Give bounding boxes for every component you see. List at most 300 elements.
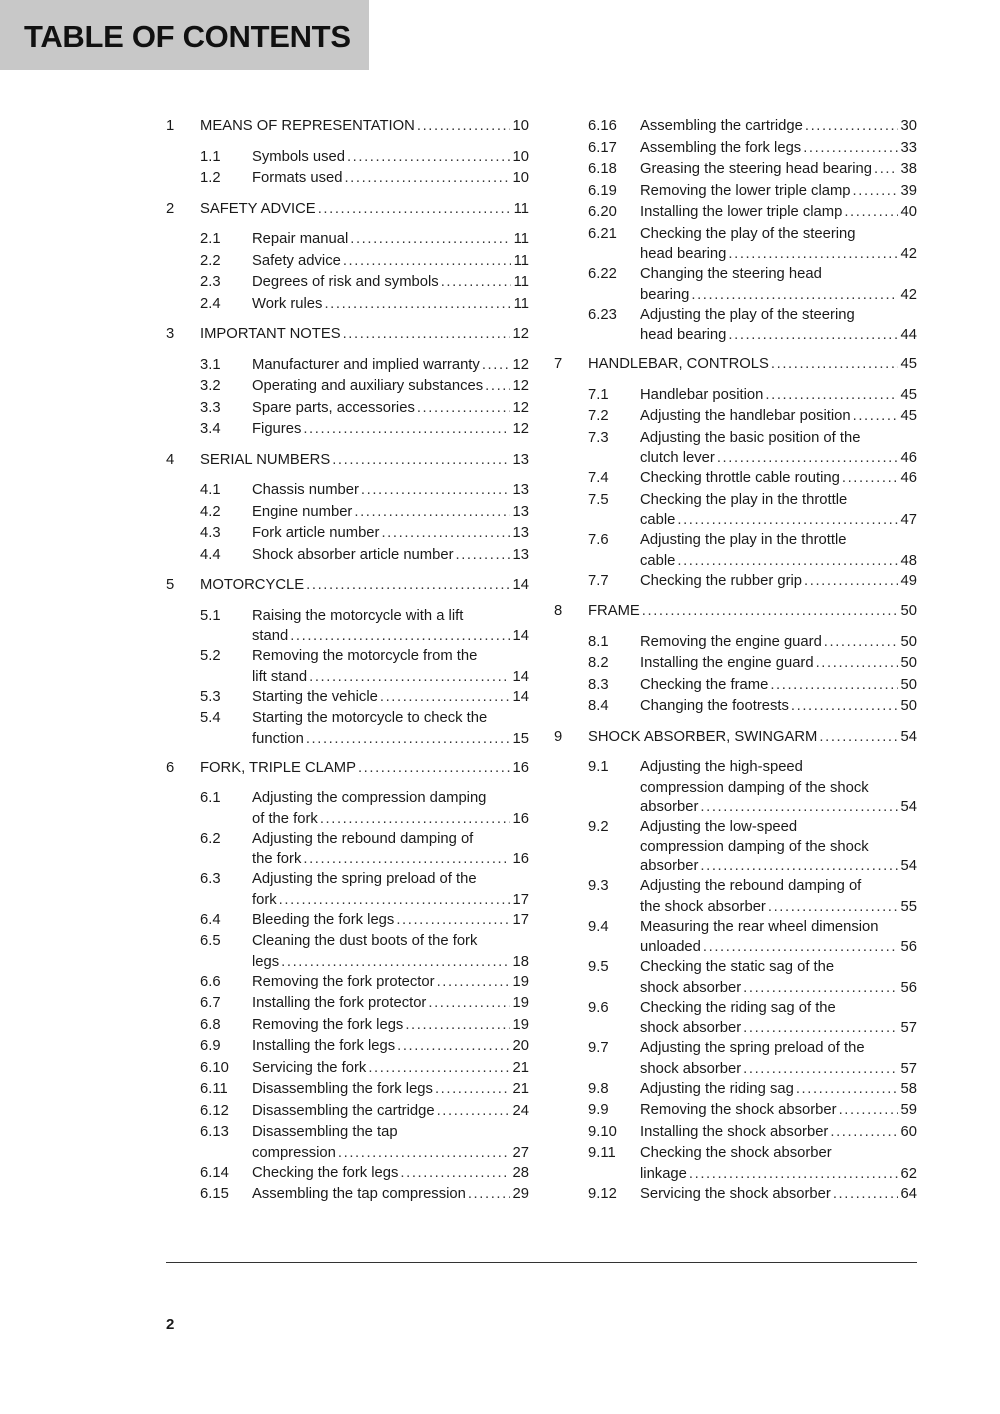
entry-body: [252, 1036, 529, 1058]
entry-line: [640, 202, 917, 224]
entry-body: [252, 523, 529, 545]
toc-entry[interactable]: [166, 272, 529, 294]
toc-entry[interactable]: [554, 696, 917, 718]
chapter-page: 54: [900, 728, 917, 745]
chapter-line: [200, 116, 529, 138]
dot-leader: [728, 326, 897, 345]
entry-number: 9.5: [588, 959, 609, 975]
toc-entry[interactable]: [166, 687, 529, 709]
entry-page: 60: [900, 1123, 917, 1140]
entry-line: [252, 147, 529, 169]
entry-line: [640, 116, 917, 138]
entry-line: [252, 606, 529, 628]
entry-number: 5.4: [200, 710, 221, 726]
dot-leader: [853, 181, 898, 203]
toc-entry[interactable]: [166, 502, 529, 524]
toc-entry[interactable]: [554, 530, 917, 571]
toc-entry[interactable]: [554, 305, 917, 346]
toc-entry[interactable]: [554, 116, 917, 138]
chapter-number: 9: [554, 728, 563, 745]
toc-entry[interactable]: [554, 1143, 917, 1184]
dot-leader: [770, 675, 897, 697]
section-list: [166, 147, 529, 190]
entry-number: 3.4: [200, 421, 221, 437]
entry-line: [640, 675, 917, 697]
entry-page: 46: [900, 450, 917, 466]
entry-body: [640, 757, 917, 817]
entry-number: 6.13: [200, 1124, 229, 1140]
dot-leader: [796, 1079, 898, 1101]
entry-number: 9.10: [588, 1123, 617, 1140]
entry-line: [640, 779, 917, 798]
entry-page: 15: [512, 730, 529, 747]
toc-entry[interactable]: [166, 1184, 529, 1206]
toc-entry[interactable]: [554, 202, 917, 224]
dot-leader: [303, 419, 509, 441]
entry-number: 6.18: [588, 161, 617, 177]
chapter-body: [200, 758, 529, 780]
toc-entry[interactable]: [166, 545, 529, 567]
entry-number: 2.2: [200, 252, 221, 269]
toc-entry[interactable]: [166, 1101, 529, 1123]
entry-line: [640, 817, 917, 839]
entry-line: [252, 953, 529, 972]
entry-title: the fork: [252, 851, 302, 867]
entry-number: 2.4: [200, 295, 221, 312]
entry-body: [252, 272, 529, 294]
entry-title: Removing the lower triple clamp: [640, 182, 851, 199]
dot-leader: [842, 468, 898, 490]
entry-body: [640, 1122, 917, 1144]
entry-title: Safety advice: [252, 252, 341, 269]
entry-body: [252, 972, 529, 994]
entry-line: [640, 1060, 917, 1079]
chapter-heading[interactable]: [166, 324, 529, 346]
chapter-line: [200, 575, 529, 597]
toc-entry[interactable]: [166, 869, 529, 910]
entry-title: Raising the motorcycle with a lift: [252, 607, 464, 624]
chapter-heading[interactable]: [166, 199, 529, 221]
entry-number: 6.1: [200, 790, 221, 806]
entry-page: 50: [900, 633, 917, 650]
toc-entry[interactable]: [554, 571, 917, 593]
entry-line: [640, 1038, 917, 1060]
toc-entry[interactable]: [166, 1058, 529, 1080]
toc-entry[interactable]: [166, 1122, 529, 1163]
entry-number: 3.1: [200, 356, 221, 373]
chapter-number: 8: [554, 603, 563, 619]
entry-page: 17: [512, 891, 529, 908]
entry-line: [640, 428, 917, 450]
toc-entry[interactable]: [554, 406, 917, 428]
entry-line: [640, 1100, 917, 1122]
entry-body: [640, 876, 917, 917]
toc-entry[interactable]: [166, 1036, 529, 1058]
entry-number: 6.2: [200, 830, 221, 847]
entry-number: 6.23: [588, 306, 617, 323]
dot-leader: [743, 979, 897, 998]
entry-line: [252, 850, 529, 869]
toc-entry[interactable]: [554, 1122, 917, 1144]
toc-entry[interactable]: [554, 653, 917, 675]
toc-entry[interactable]: [166, 708, 529, 749]
chapter-body: [588, 354, 917, 376]
toc-entry[interactable]: [554, 957, 917, 998]
entry-number: 8.4: [588, 698, 609, 714]
chapter-body: [200, 575, 529, 597]
entry-number: 6.10: [200, 1059, 229, 1076]
toc-entry[interactable]: [166, 523, 529, 545]
chapter-body: [588, 727, 917, 749]
entry-page: 19: [512, 973, 529, 990]
entry-line: [252, 419, 529, 441]
entry-title: Installing the fork legs: [252, 1038, 396, 1054]
entry-line: [640, 286, 917, 305]
dot-leader: [456, 545, 510, 567]
entry-line: [640, 757, 917, 779]
entry-line: [640, 264, 917, 286]
entry-body: [252, 355, 529, 377]
entry-title: Disassembling the tap: [252, 1124, 398, 1140]
toc-entry[interactable]: [166, 1079, 529, 1101]
toc-entry[interactable]: [554, 428, 917, 469]
entry-line: [252, 251, 529, 273]
entry-line: [252, 1036, 529, 1058]
entry-title: Assembling the tap compression: [252, 1186, 466, 1202]
entry-number: 9.4: [588, 918, 609, 935]
entry-number: 8.1: [588, 633, 609, 650]
toc-entry[interactable]: [166, 229, 529, 251]
entry-number: 9.1: [588, 759, 609, 775]
toc-entry[interactable]: [166, 251, 529, 273]
entry-body: [640, 1079, 917, 1101]
entry-body: [252, 398, 529, 420]
entry-title: Assembling the cartridge: [640, 118, 803, 134]
dot-leader: [839, 1100, 898, 1122]
entry-body: [252, 294, 529, 316]
entry-title: Bleeding the fork legs: [252, 911, 395, 928]
entry-page: 20: [512, 1038, 529, 1054]
section-list: [554, 757, 917, 1205]
toc-entry[interactable]: [554, 998, 917, 1039]
toc-entry[interactable]: [554, 1184, 917, 1206]
toc-entry[interactable]: [554, 757, 917, 817]
toc-entry[interactable]: [166, 993, 529, 1015]
entry-page: 11: [513, 274, 529, 290]
chapter-heading[interactable]: [166, 450, 529, 472]
dot-leader: [405, 1015, 509, 1037]
toc-entry[interactable]: [166, 355, 529, 377]
entry-body: [640, 696, 917, 718]
dot-leader: [833, 1184, 898, 1206]
chapter-heading[interactable]: [554, 601, 917, 623]
toc-entry[interactable]: [166, 646, 529, 687]
entry-page: 11: [513, 295, 529, 312]
toc-entry[interactable]: [166, 480, 529, 502]
entry-page: 21: [512, 1059, 529, 1076]
toc-entry[interactable]: [554, 138, 917, 160]
entry-title: bearing: [640, 286, 690, 303]
chapter-number: 6: [166, 759, 175, 776]
entry-number: 7.7: [588, 572, 609, 589]
dot-leader: [677, 552, 897, 571]
entry-line: [640, 1165, 917, 1184]
entry-title: Shock absorber article number: [252, 546, 454, 563]
entry-page: 45: [900, 408, 917, 424]
dot-leader: [306, 730, 510, 749]
entry-title: Handlebar position: [640, 386, 764, 403]
entry-body: [252, 646, 529, 687]
entry-number: 7.6: [588, 532, 609, 548]
entry-title: Figures: [252, 421, 302, 437]
dot-leader: [396, 910, 509, 932]
entry-title: shock absorber: [640, 979, 742, 996]
entry-line: [252, 1122, 529, 1144]
toc-entry[interactable]: [166, 147, 529, 169]
entry-body: [640, 138, 917, 160]
dot-leader: [804, 571, 897, 593]
dot-leader: [343, 251, 511, 273]
entry-title: Checking the play in the throttle: [640, 491, 848, 508]
entry-page: 45: [900, 386, 917, 403]
dot-leader: [468, 1184, 510, 1206]
entry-line: [252, 1144, 529, 1163]
toc-entry[interactable]: [554, 817, 917, 877]
entry-body: [252, 829, 529, 870]
entry-line: [252, 708, 529, 730]
toc-entry[interactable]: [554, 876, 917, 917]
toc-entry[interactable]: [166, 910, 529, 932]
entry-line: [640, 1079, 917, 1101]
toc-entry[interactable]: [166, 1015, 529, 1037]
toc-entry[interactable]: [166, 931, 529, 972]
toc-entry[interactable]: [554, 490, 917, 531]
entry-page: 18: [512, 953, 529, 970]
toc-entry[interactable]: [554, 917, 917, 958]
dot-leader: [642, 601, 898, 623]
chapter-page: 13: [512, 451, 529, 468]
chapter-page: 12: [512, 326, 529, 342]
section-list: [166, 480, 529, 566]
toc-entry[interactable]: [554, 224, 917, 265]
entry-line: [640, 530, 917, 552]
toc-entry[interactable]: [554, 159, 917, 181]
entry-page: 42: [900, 246, 917, 262]
toc-entry[interactable]: [554, 632, 917, 654]
header-banner: [0, 0, 369, 70]
dot-leader: [320, 810, 510, 829]
entry-title: Changing the steering head: [640, 266, 822, 282]
entry-body: [640, 224, 917, 265]
toc-entry[interactable]: [554, 468, 917, 490]
entry-line: [640, 490, 917, 512]
entry-body: [252, 869, 529, 910]
dot-leader: [290, 627, 509, 646]
entry-body: [252, 687, 529, 709]
entry-title: Manufacturer and implied warranty: [252, 356, 480, 373]
entry-body: [252, 376, 529, 398]
chapter-line: [200, 758, 529, 780]
section-list: [554, 385, 917, 593]
entry-page: 13: [512, 546, 529, 563]
entry-line: [640, 838, 917, 857]
dot-leader: [743, 1019, 897, 1038]
entry-line: [640, 632, 917, 654]
entry-title: Adjusting the rebound damping of: [252, 830, 474, 847]
entry-page: 56: [900, 979, 917, 996]
toc-entry[interactable]: [554, 264, 917, 305]
entry-page: 24: [512, 1102, 529, 1119]
entry-line: [252, 972, 529, 994]
toc-entry[interactable]: [166, 1163, 529, 1185]
toc-entry[interactable]: [166, 294, 529, 316]
entry-page: 10: [512, 170, 529, 186]
entry-body: [252, 1079, 529, 1101]
entry-page: 54: [900, 798, 917, 815]
entry-page: 46: [900, 470, 917, 486]
dot-leader: [303, 850, 509, 869]
entry-body: [252, 480, 529, 502]
entry-title: function: [252, 730, 304, 747]
chapter-line: [588, 354, 917, 376]
entry-page: 12: [512, 356, 529, 373]
entry-body: [640, 1184, 917, 1206]
dot-leader: [397, 1036, 509, 1058]
entry-body: [252, 1184, 529, 1206]
entry-title: Chassis number: [252, 482, 359, 498]
entry-line: [252, 545, 529, 567]
entry-page: 12: [512, 421, 529, 437]
entry-body: [252, 606, 529, 647]
toc-entry[interactable]: [554, 181, 917, 203]
entry-number: 3.2: [200, 378, 221, 394]
entry-page: 16: [512, 810, 529, 827]
entry-body: [252, 931, 529, 972]
dot-leader: [771, 354, 898, 376]
entry-line: [640, 552, 917, 571]
entry-title: Assembling the fork legs: [640, 139, 802, 156]
dot-leader: [703, 938, 898, 957]
entry-line: [640, 511, 917, 530]
entry-title: Installing the engine guard: [640, 655, 814, 671]
entry-number: 2.1: [200, 231, 221, 247]
entry-title: Servicing the shock absorber: [640, 1185, 831, 1202]
section-list: [554, 632, 917, 718]
entry-title: Starting the motorcycle to check the: [252, 710, 488, 726]
chapter-title: FORK, TRIPLE CLAMP: [200, 759, 356, 776]
chapter-heading[interactable]: [166, 116, 529, 138]
toc-entry[interactable]: [166, 972, 529, 994]
entry-line: [640, 571, 917, 593]
entry-number: 9.6: [588, 999, 609, 1016]
toc-entry[interactable]: [166, 398, 529, 420]
entry-page: 13: [512, 482, 529, 498]
entry-body: [640, 957, 917, 998]
entry-title: Starting the vehicle: [252, 688, 378, 705]
entry-line: [252, 480, 529, 502]
entry-line: [252, 829, 529, 851]
entry-title: Cleaning the dust boots of the fork: [252, 933, 478, 949]
entry-line: [252, 398, 529, 420]
entry-line: [252, 931, 529, 953]
dot-leader: [437, 972, 510, 994]
chapter-title: MEANS OF REPRESENTATION: [200, 118, 415, 134]
entry-title: compression damping of the shock: [640, 839, 869, 855]
entry-page: 16: [512, 851, 529, 867]
entry-title: head bearing: [640, 246, 727, 262]
entry-line: [640, 957, 917, 979]
entry-title: Checking the rubber grip: [640, 572, 803, 589]
entry-number: 6.22: [588, 266, 617, 282]
entry-title: Fork article number: [252, 525, 380, 541]
entry-line: [252, 869, 529, 891]
chapter-heading[interactable]: [554, 727, 917, 749]
chapter-line: [200, 450, 529, 472]
entry-page: 49: [900, 572, 917, 589]
entry-title: cable: [640, 552, 676, 569]
entry-number: 5.2: [200, 648, 221, 664]
entry-line: [640, 653, 917, 675]
entry-title: Checking the shock absorber: [640, 1145, 832, 1161]
dot-leader: [306, 575, 509, 597]
toc-entry[interactable]: [554, 1038, 917, 1079]
chapter-number: 4: [166, 451, 175, 468]
entry-title: Degrees of risk and symbols: [252, 274, 439, 290]
entry-line: [252, 730, 529, 749]
entry-title: Installing the fork protector: [252, 995, 427, 1011]
chapter-heading[interactable]: [554, 354, 917, 376]
entry-title: Repair manual: [252, 231, 349, 247]
entry-title: Adjusting the play of the steering: [640, 306, 855, 323]
entry-line: [640, 159, 917, 181]
dot-leader: [343, 324, 510, 346]
chapter-heading[interactable]: [166, 575, 529, 597]
entry-number: 6.8: [200, 1016, 221, 1033]
entry-title: Checking the riding sag of the: [640, 999, 836, 1016]
entry-page: 21: [512, 1081, 529, 1097]
toc-entry[interactable]: [166, 606, 529, 647]
chapter-line: [200, 324, 529, 346]
dot-leader: [417, 116, 510, 138]
toc-entry[interactable]: [554, 385, 917, 407]
toc-entry[interactable]: [554, 1100, 917, 1122]
entry-title: Installing the shock absorber: [640, 1123, 829, 1140]
entry-number: 3.3: [200, 399, 221, 416]
chapter-title: HANDLEBAR, CONTROLS: [588, 356, 769, 372]
toc-entry[interactable]: [166, 788, 529, 829]
entry-number: 7.1: [588, 386, 609, 403]
entry-page: 55: [900, 898, 917, 915]
entry-line: [640, 857, 917, 876]
entry-page: 59: [900, 1102, 917, 1118]
entry-title: Checking throttle cable routing: [640, 470, 840, 486]
entry-body: [640, 202, 917, 224]
toc-entry[interactable]: [166, 376, 529, 398]
chapter-body: [200, 116, 529, 138]
toc-entry[interactable]: [166, 168, 529, 190]
chapter-heading[interactable]: [166, 758, 529, 780]
toc-entry[interactable]: [166, 419, 529, 441]
entry-page: 57: [900, 1020, 917, 1036]
entry-line: [640, 449, 917, 468]
entry-number: 7.2: [588, 408, 609, 424]
toc-entry[interactable]: [554, 675, 917, 697]
toc-entry[interactable]: [166, 829, 529, 870]
entry-line: [252, 272, 529, 294]
entry-line: [640, 1019, 917, 1038]
entry-body: [252, 229, 529, 251]
toc-entry[interactable]: [554, 1079, 917, 1101]
